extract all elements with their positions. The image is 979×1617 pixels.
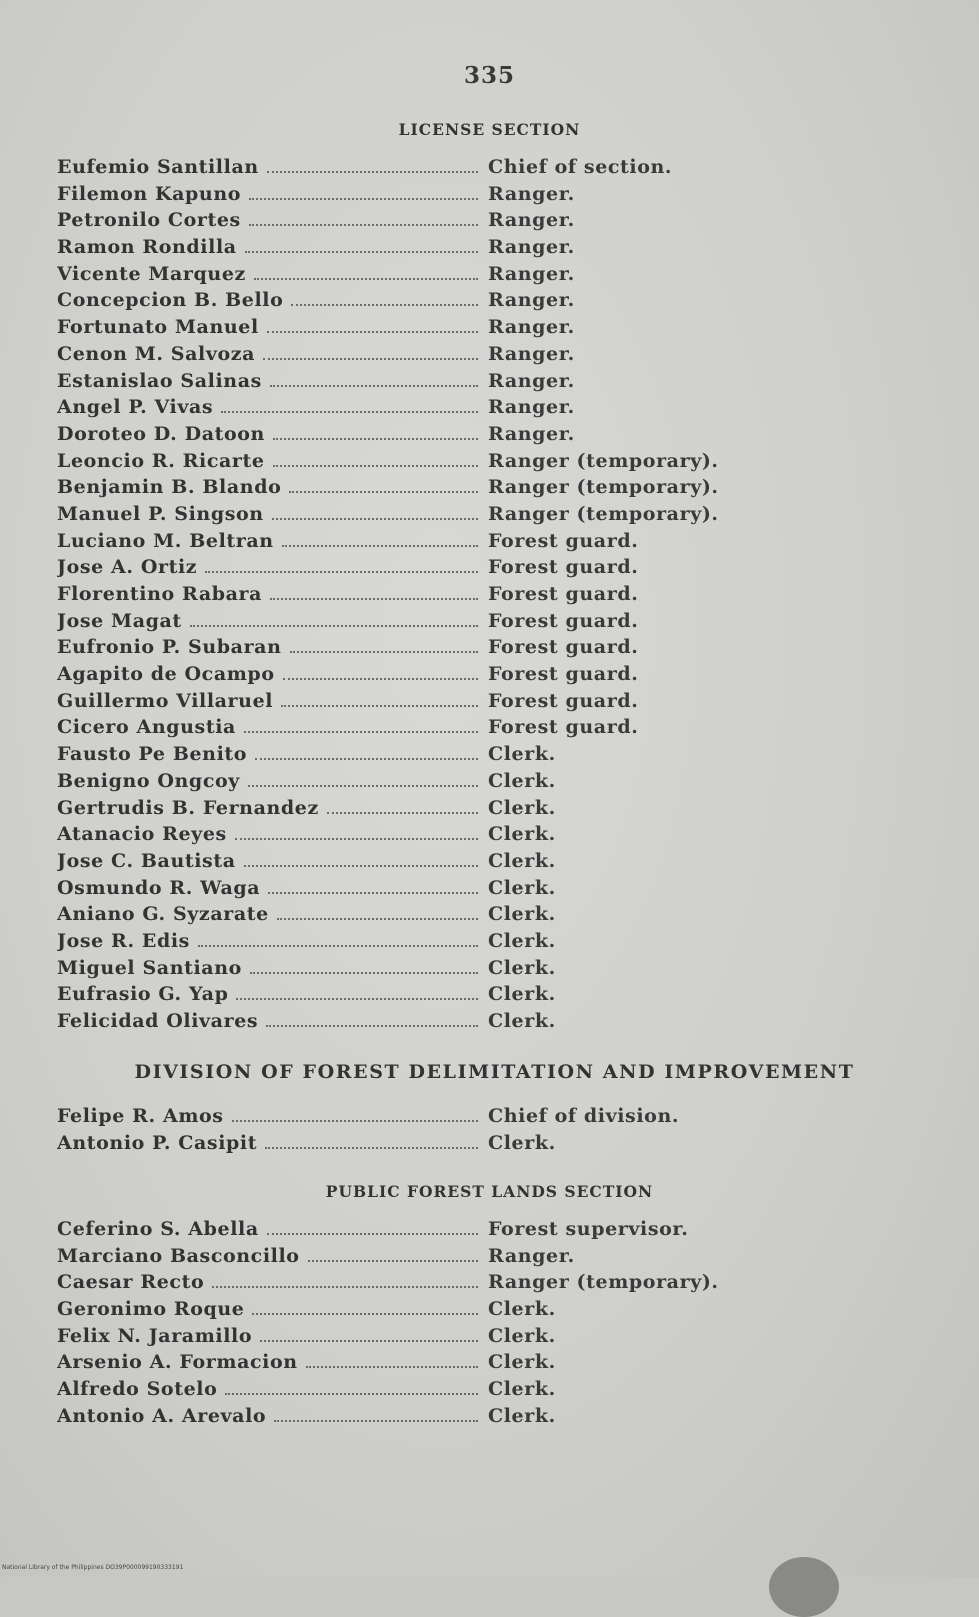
dot-leader — [327, 812, 478, 814]
entry-name: Benjamin B. Blando — [57, 476, 282, 499]
entry-title: Ranger (temporary). — [488, 1271, 719, 1294]
entry-name-cell — [57, 556, 478, 578]
entry-name-cell — [57, 983, 478, 1005]
entry-title: Forest guard. — [488, 663, 639, 686]
entry-name: Agapito de Ocampo — [57, 663, 275, 686]
entry-title: Ranger. — [488, 422, 575, 445]
entry-name: Leoncio R. Ricarte — [57, 449, 265, 472]
entry-name-cell — [57, 743, 478, 765]
entry-title: Clerk. — [488, 769, 556, 792]
entry-name: Jose A. Ortiz — [57, 556, 198, 579]
dot-leader — [306, 1366, 478, 1368]
dot-leader — [308, 1260, 478, 1262]
entry-name: Manuel P. Singson — [57, 502, 264, 525]
dot-leader — [250, 972, 478, 974]
dot-leader — [244, 731, 478, 733]
list-item — [57, 1218, 757, 1245]
list-item — [57, 343, 757, 370]
entry-title: Clerk. — [488, 1378, 556, 1401]
entry-title: Clerk. — [488, 1298, 556, 1321]
entry-name-cell — [57, 1132, 478, 1154]
entry-name: Florentino Rabara — [57, 583, 263, 605]
list-item — [57, 556, 757, 583]
entry-name: Fortunato Manuel — [57, 316, 259, 339]
entry-name-cell — [57, 156, 478, 178]
entry-name: Luciano M. Beltran — [57, 529, 274, 552]
entry-name-cell — [57, 850, 478, 872]
entry-title: Forest guard. — [488, 556, 639, 579]
list-item — [57, 476, 757, 503]
entry-title: Ranger (temporary). — [488, 476, 719, 499]
entry-title: Clerk. — [488, 823, 556, 846]
entry-name: Antonio A. Arevalo — [57, 1404, 267, 1427]
entry-title: Forest guard. — [488, 529, 639, 552]
dot-leader — [282, 545, 478, 547]
list-item — [57, 850, 757, 877]
list-item — [57, 1325, 757, 1352]
dot-leader — [274, 1420, 478, 1422]
dot-leader — [221, 411, 478, 413]
entry-title: Clerk. — [488, 1131, 556, 1154]
list-item — [57, 530, 757, 557]
entry-name: Arsenio A. Formacion — [57, 1351, 298, 1374]
list-item — [57, 1271, 757, 1298]
dot-leader — [290, 651, 478, 653]
entry-title: Ranger. — [488, 236, 575, 259]
entry-title: Clerk. — [488, 1404, 556, 1427]
dot-leader — [263, 358, 478, 360]
entry-name-cell — [57, 797, 478, 819]
entry-name-cell — [57, 1271, 478, 1293]
list-item — [57, 716, 757, 743]
entry-name: Atanacio Reyes — [57, 823, 227, 846]
entry-name: Eufemio Santillan — [57, 156, 259, 178]
list-item — [57, 690, 757, 717]
dot-leader — [265, 1147, 478, 1149]
dot-leader — [225, 1393, 478, 1395]
list-item — [57, 156, 757, 183]
entry-title: Ranger. — [488, 209, 575, 232]
entry-name-cell — [57, 450, 478, 472]
entry-name: Eufrasio G. Yap — [57, 983, 229, 1006]
entry-name: Alfredo Sotelo — [57, 1378, 218, 1401]
page-number: 335 — [463, 62, 515, 89]
entry-name: Petronilo Cortes — [57, 209, 241, 232]
dot-leader — [277, 918, 478, 920]
dot-leader — [205, 571, 478, 573]
dot-leader — [273, 465, 478, 467]
list-item — [57, 183, 757, 210]
entry-name-cell — [57, 423, 478, 445]
entry-name: Antonio P. Casipit — [57, 1131, 258, 1154]
entry-title: Clerk. — [488, 903, 556, 926]
entry-title: Clerk. — [488, 796, 556, 819]
dot-leader — [190, 625, 478, 627]
list-item — [57, 289, 757, 316]
entry-title: Forest guard. — [488, 716, 639, 739]
dot-leader — [270, 385, 478, 387]
entry-name-cell — [57, 1010, 478, 1032]
dot-leader — [267, 331, 478, 333]
forest-delimitation-division-heading: DIVISION OF FOREST DELIMITATION AND IMPROVEMENT — [134, 1061, 855, 1083]
entry-name: Doroteo D. Datoon — [57, 422, 265, 445]
dot-leader — [270, 598, 478, 600]
dot-leader — [260, 1340, 478, 1342]
list-item — [57, 450, 757, 477]
dot-leader — [248, 785, 478, 787]
entry-name: Eufronio P. Subaran — [57, 636, 282, 659]
dot-leader — [198, 945, 478, 947]
entry-title: Ranger (temporary). — [488, 502, 719, 525]
entry-title: Forest guard. — [488, 689, 639, 712]
entry-name: Concepcion B. Bello — [57, 289, 284, 312]
dot-leader — [281, 705, 478, 707]
list-item — [57, 877, 757, 904]
entry-name-cell — [57, 1405, 478, 1427]
entry-name: Felicidad Olivares — [57, 1010, 259, 1032]
scan-corner-shadow — [769, 1557, 839, 1617]
entry-name-cell — [57, 289, 478, 311]
list-item — [57, 396, 757, 423]
entry-title: Ranger. — [488, 182, 575, 205]
list-item — [57, 423, 757, 450]
entry-name-cell — [57, 583, 478, 605]
entry-name: Estanislao Salinas — [57, 369, 262, 392]
entry-name-cell — [57, 1105, 478, 1127]
entry-name-cell — [57, 396, 478, 418]
list-item — [57, 743, 757, 770]
entry-name-cell — [57, 823, 478, 845]
entry-title: Ranger. — [488, 369, 575, 392]
public-forest-lands-section-heading: PUBLIC FOREST LANDS SECTION — [325, 1182, 654, 1201]
entry-name: Osmundo R. Waga — [57, 876, 261, 899]
entry-name: Guillermo Villaruel — [57, 689, 274, 712]
dot-leader — [254, 278, 478, 280]
entry-name-cell — [57, 209, 478, 231]
list-item — [57, 1351, 757, 1378]
entry-name-cell — [57, 1325, 478, 1347]
dot-leader — [255, 758, 478, 760]
list-item — [57, 236, 757, 263]
entry-title: Forest guard. — [488, 636, 639, 659]
entry-name-cell — [57, 1351, 478, 1373]
entry-name-cell — [57, 770, 478, 792]
dot-leader — [235, 838, 478, 840]
entry-title: Ranger. — [488, 342, 575, 365]
entry-title: Clerk. — [488, 983, 556, 1006]
entry-name-cell — [57, 476, 478, 498]
list-item — [57, 823, 757, 850]
entry-name: Felipe R. Amos — [57, 1105, 224, 1127]
dot-leader — [268, 892, 478, 894]
entry-title: Forest supervisor. — [488, 1218, 689, 1240]
dot-leader — [232, 1120, 478, 1122]
entry-name: Miguel Santiano — [57, 956, 242, 979]
entry-name-cell — [57, 183, 478, 205]
entry-name-cell — [57, 1378, 478, 1400]
entry-name-cell — [57, 903, 478, 925]
entry-name: Jose R. Edis — [57, 929, 190, 952]
entry-title: Ranger. — [488, 262, 575, 285]
entry-name: Cicero Angustia — [57, 716, 236, 739]
public-forest-lands-section-list — [57, 1218, 757, 1432]
license-section-list — [57, 156, 757, 1037]
list-item — [57, 663, 757, 690]
dot-leader — [266, 1025, 478, 1027]
entry-title: Ranger. — [488, 396, 575, 419]
entry-name-cell — [57, 370, 478, 392]
dot-leader — [267, 1233, 478, 1235]
footer-source-note: National Library of the Philippines DO39P000099190333191 — [2, 1564, 184, 1571]
entry-name-cell — [57, 1218, 478, 1240]
entry-title: Clerk. — [488, 1010, 556, 1032]
list-item — [57, 583, 757, 610]
dot-leader — [283, 678, 478, 680]
entry-name: Marciano Basconcillo — [57, 1244, 300, 1267]
list-item — [57, 930, 757, 957]
entry-title: Clerk. — [488, 1351, 556, 1374]
dot-leader — [236, 998, 478, 1000]
entry-name: Gertrudis B. Fernandez — [57, 796, 319, 819]
list-item — [57, 1245, 757, 1272]
entry-name-cell — [57, 610, 478, 632]
entry-title: Forest guard. — [488, 609, 639, 632]
entry-name-cell — [57, 1245, 478, 1267]
dot-leader — [252, 1313, 478, 1315]
dot-leader — [273, 438, 478, 440]
list-item — [57, 770, 757, 797]
entry-title: Ranger. — [488, 316, 575, 339]
entry-name-cell — [57, 877, 478, 899]
list-item — [57, 503, 757, 530]
entry-title: Clerk. — [488, 929, 556, 952]
list-item — [57, 263, 757, 290]
entry-name: Ramon Rondilla — [57, 236, 237, 259]
entry-name-cell — [57, 263, 478, 285]
license-section-heading: LICENSE SECTION — [398, 120, 581, 139]
entry-name-cell — [57, 636, 478, 658]
list-item — [57, 903, 757, 930]
entry-name: Filemon Kapuno — [57, 182, 242, 205]
dot-leader — [249, 198, 478, 200]
entry-name: Cenon M. Salvoza — [57, 342, 256, 365]
entry-name: Geronimo Roque — [57, 1298, 245, 1321]
entry-title: Ranger (temporary). — [488, 449, 719, 472]
entry-name: Felix N. Jaramillo — [57, 1324, 253, 1347]
entry-name: Ceferino S. Abella — [57, 1218, 259, 1240]
list-item — [57, 370, 757, 397]
entry-name-cell — [57, 316, 478, 338]
entry-name: Vicente Marquez — [57, 262, 246, 285]
list-item — [57, 1405, 757, 1432]
dot-leader — [272, 518, 478, 520]
list-item — [57, 1105, 757, 1132]
entry-name-cell — [57, 343, 478, 365]
list-item — [57, 983, 757, 1010]
dot-leader — [244, 865, 478, 867]
entry-name-cell — [57, 690, 478, 712]
entry-name-cell — [57, 957, 478, 979]
list-item — [57, 1298, 757, 1325]
entry-name-cell — [57, 530, 478, 552]
entry-title: Clerk. — [488, 849, 556, 872]
dot-leader — [289, 491, 478, 493]
list-item — [57, 209, 757, 236]
list-item — [57, 1132, 757, 1159]
entry-name-cell — [57, 503, 478, 525]
entry-title: Ranger. — [488, 289, 575, 312]
entry-title: Chief of division. — [488, 1105, 680, 1127]
dot-leader — [249, 224, 478, 226]
dot-leader — [291, 304, 478, 306]
list-item — [57, 957, 757, 984]
dot-leader — [245, 251, 478, 253]
entry-title: Clerk. — [488, 1324, 556, 1347]
entry-title: Forest guard. — [488, 583, 639, 605]
entry-title: Clerk. — [488, 956, 556, 979]
entry-title: Clerk. — [488, 743, 556, 766]
entry-title: Clerk. — [488, 876, 556, 899]
entry-name-cell — [57, 716, 478, 738]
entry-title: Ranger. — [488, 1244, 575, 1267]
entry-name-cell — [57, 236, 478, 258]
dot-leader — [212, 1286, 478, 1288]
entry-title: Chief of section. — [488, 156, 673, 178]
forest-delimitation-division-list — [57, 1105, 757, 1158]
list-item — [57, 316, 757, 343]
entry-name: Benigno Ongcoy — [57, 769, 240, 792]
dot-leader — [267, 171, 478, 173]
list-item — [57, 636, 757, 663]
list-item — [57, 1378, 757, 1405]
entry-name: Fausto Pe Benito — [57, 743, 248, 766]
list-item — [57, 610, 757, 637]
entry-name: Jose Magat — [57, 609, 182, 632]
entry-name: Angel P. Vivas — [57, 396, 214, 419]
list-item — [57, 797, 757, 824]
entry-name-cell — [57, 930, 478, 952]
entry-name-cell — [57, 1298, 478, 1320]
entry-name: Jose C. Bautista — [57, 849, 236, 872]
entry-name: Aniano G. Syzarate — [57, 903, 269, 926]
entry-name: Caesar Recto — [57, 1271, 205, 1294]
list-item — [57, 1010, 757, 1037]
entry-name-cell — [57, 663, 478, 685]
